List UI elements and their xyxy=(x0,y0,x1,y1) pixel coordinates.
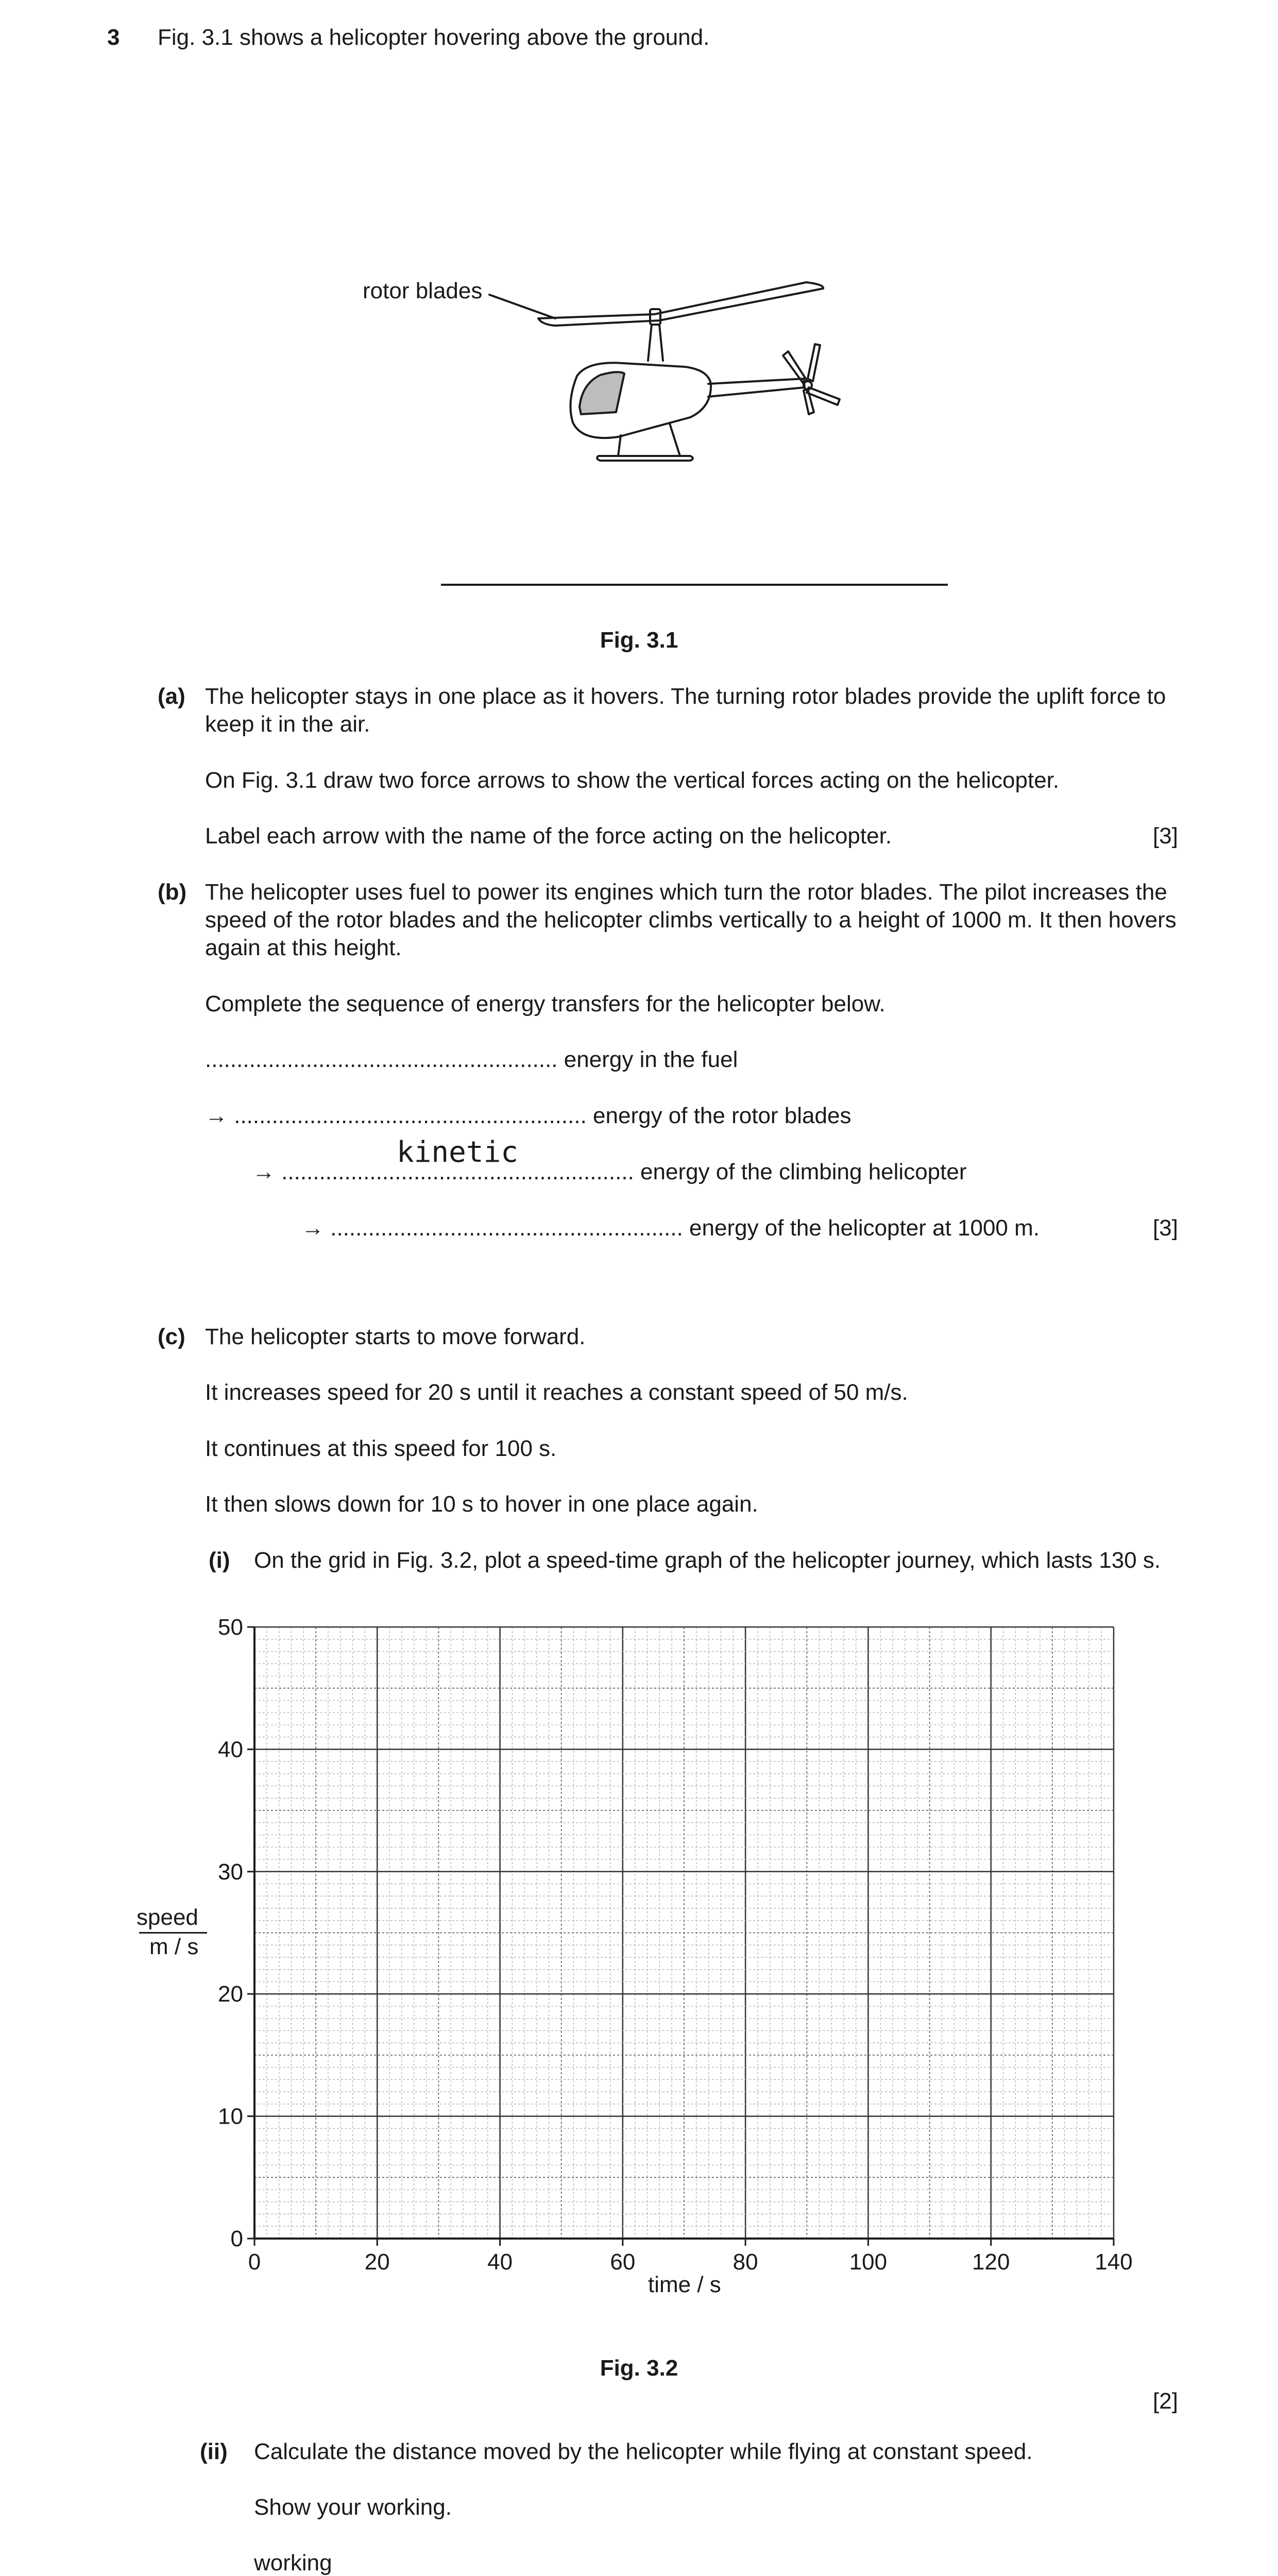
y-tick-label: 30 xyxy=(218,1859,243,1885)
part-c-sentence-4: It then slows down for 10 s to hover in one place again. xyxy=(205,1492,758,1517)
x-tick-label: 60 xyxy=(610,2249,636,2275)
part-c-sentence-2: It increases speed for 20 s until it reaches a constant speed of 50 m/s. xyxy=(205,1380,908,1405)
part-b-text: The helicopter uses fuel to power its engines which turn the rotor blades. The pilot increases the speed of the rotor blades and the helicopter climbs vertically to a height of 1000 m. It then hovers again at this height. xyxy=(205,879,1177,960)
part-c-i-text: On the grid in Fig. 3.2, plot a speed-time graph of the helicopter journey, which lasts 130 s. xyxy=(254,1548,1161,1573)
x-tick-label: 20 xyxy=(364,2249,390,2275)
part-c-i-label: (i) xyxy=(209,1548,230,1573)
question-intro: Fig. 3.1 shows a helicopter hovering above the ground. xyxy=(158,25,710,50)
fig-3-2-caption: Fig. 3.2 xyxy=(600,2355,678,2381)
y-axis-label-top: speed xyxy=(137,1905,198,1930)
x-tick-label: 0 xyxy=(248,2249,261,2275)
fig-3-1-caption: Fig. 3.1 xyxy=(600,628,678,653)
part-a-marks: [3] xyxy=(1153,823,1178,849)
part-b-marks: [3] xyxy=(1153,1215,1178,1241)
energy-line-climbing: → ........................................................ energy of the climbing helicopter xyxy=(252,1159,967,1184)
part-a-text: The helicopter stays in one place as it hovers. The turning rotor blades provide the uplift force to keep it in the air. xyxy=(205,684,1166,737)
part-a-instruction-2: Label each arrow with the name of the force acting on the helicopter. xyxy=(205,823,892,849)
y-tick-label: 20 xyxy=(218,1981,243,2007)
handwritten-answer: kinetic xyxy=(397,1136,519,1169)
x-tick-label: 80 xyxy=(732,2249,758,2275)
energy-line-rotor: → ........................................................ energy of the rotor blades xyxy=(205,1103,851,1128)
part-a-instruction-1: On Fig. 3.1 draw two force arrows to show the vertical forces acting on the helicopter. xyxy=(205,768,1060,793)
y-tick-label: 10 xyxy=(218,2104,243,2129)
rotor-blades-label: rotor blades xyxy=(363,278,483,303)
part-c-i-marks: [2] xyxy=(1153,2388,1178,2414)
part-c-ii-show: Show your working. xyxy=(254,2495,452,2520)
part-c-sentence-1: The helicopter starts to move forward. xyxy=(205,1324,586,1349)
working-label: working xyxy=(254,2550,332,2575)
part-c-ii-label: (ii) xyxy=(200,2439,228,2464)
x-tick-label: 140 xyxy=(1095,2249,1133,2275)
part-c-sentence-3: It continues at this speed for 100 s. xyxy=(205,1436,557,1461)
y-tick-label: 40 xyxy=(218,1737,243,1762)
part-c-label: (c) xyxy=(158,1324,185,1349)
part-b-instruction: Complete the sequence of energy transfers for the helicopter below. xyxy=(205,991,885,1016)
question-number: 3 xyxy=(107,25,120,50)
y-tick-label: 0 xyxy=(230,2226,243,2251)
part-c-ii-text: Calculate the distance moved by the helicopter while flying at constant speed. xyxy=(254,2439,1033,2464)
x-tick-label: 120 xyxy=(972,2249,1010,2275)
x-tick-label: 100 xyxy=(849,2249,888,2275)
x-axis-label: time / s xyxy=(648,2272,721,2297)
part-b-label: (b) xyxy=(158,879,187,905)
y-tick-label: 50 xyxy=(218,1615,243,1640)
x-tick-label: 40 xyxy=(487,2249,513,2275)
energy-line-height: → ........................................................ energy of the helicopter at 1000 m. xyxy=(301,1215,1040,1241)
part-a-label: (a) xyxy=(158,684,185,709)
energy-line-fuel: ........................................................ energy in the fuel xyxy=(205,1047,738,1072)
y-axis-label-bottom: m / s xyxy=(149,1934,199,1959)
